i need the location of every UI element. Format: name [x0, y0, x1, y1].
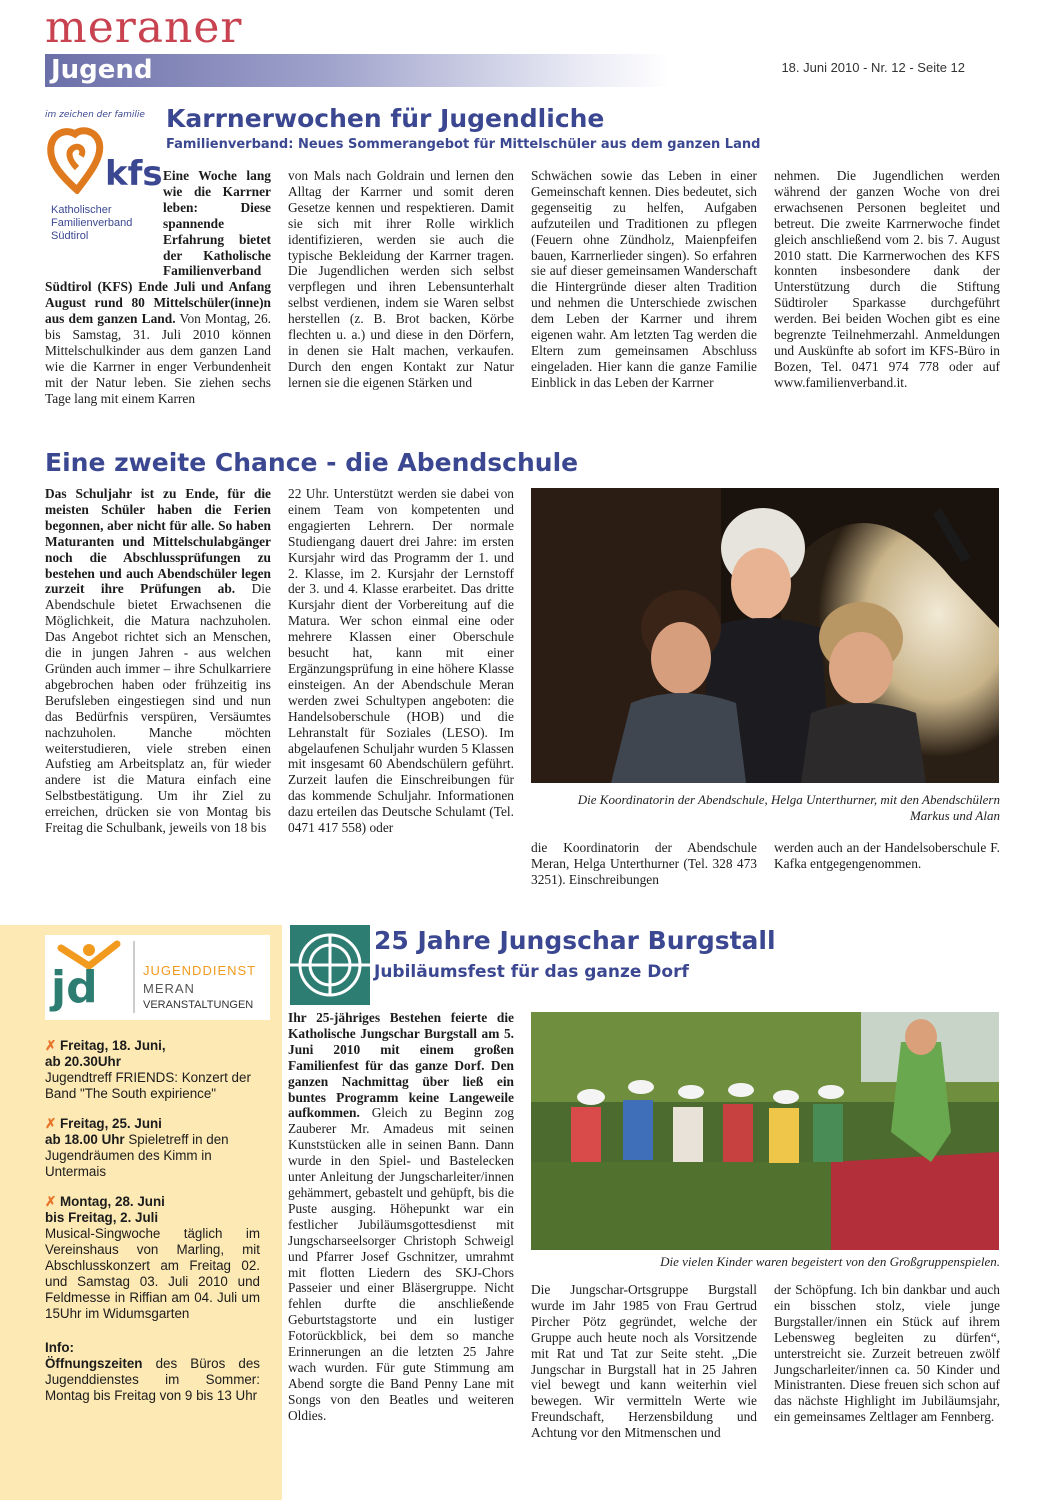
- article1-column-2: von Mals nach Goldrain und lernen den Alltag der Karrner und somit deren Gesetze kennen und respektieren. Damit sie sich mit ihrer Rolle wirklich identifizieren, werden sie auch die typische Bekleidung der Karrner tragen. Die Jugendlichen werden sich selbst verpflegen und ihren Lebensunterhalt selbst verdienen, indem sie Waren selbst herstellen (z. B. Brot backen, Körbe flechten u. a.) und diese in den Dörfern, in denen sie Halt machen, verkaufen. Durch den engen Kontakt zur Natur lernen sie die eigenen Stärken und: [288, 168, 514, 390]
- issue-line: 18. Juni 2010 - Nr. 12 - Seite 12: [781, 60, 965, 75]
- article3-subtitle: Jubiläumsfest für das ganze Dorf: [374, 962, 689, 982]
- jungschar-caption: Die vielen Kinder waren begeistert von den Großgruppenspielen.: [660, 1254, 1000, 1269]
- abendschule-photo-graphic: [531, 488, 999, 783]
- jd-line1: JUGENDDIENST: [143, 963, 257, 978]
- sidebar-info: Info: Öffnungszeiten des Büros des Jugenddienstes im Sommer: Montag bis Freitag von 9 bis 13 Uhr: [45, 1340, 260, 1403]
- article1-column-3: Schwächen sowie das Leben in einer Gemeinschaft kennen. Dies bedeutet, sich gegenseitig zu helfen, Aufgaben aufzuteilen und Traditionen zu pflegen (Feuern ohne Zündholz, Maienpfeifen bauen, Karrnerlieder singen). So erfahren sie auf dieser gemeinsamen Wanderschaft die Hintergründe dieser alten Tradition und nehmen die Unterschiede zwischen dem Leben der Karrner und ihrem eigenen wahr. Am letzten Tag werden die Eltern zum gemeinsamen Abschluss eingeladen. Hier kann die ganze Familie Einblick in das Leben der Karrner: [531, 168, 757, 390]
- article2-lead: Das Schuljahr ist zu Ende, für die meisten Schüler haben die Ferien begonnen, aber nicht für alle. So haben Maturanten und Mittelschulabgänger noch die Abschlussprüfungen zu bestehen und auch Abendschüler legen zurzeit ihre Prüfungen ab.: [45, 486, 271, 597]
- kfs-org-name: Katholischer Familienverband Südtirol: [51, 204, 133, 242]
- article2-column-3: die Koordinatorin der Abendschule Meran, Helga Unterthurner (Tel. 328 473 3251). Einschreibungen: [531, 840, 757, 887]
- article2-title: Eine zweite Chance - die Abendschule: [45, 448, 579, 477]
- jd-mark: jd: [51, 962, 98, 1013]
- section-bar: [45, 54, 670, 87]
- article3-lead: Ihr 25-jähriges Bestehen feierte die Katholische Jungschar Burgstall am 5. Juni 2010 mit einem großen Familienfest für das ganze Dorf. Den ganzen Nachmittag über ließ ein buntes Programm keine Langeweile aufkommen.: [288, 1010, 514, 1121]
- bolt-icon: ✗: [45, 1116, 60, 1131]
- sidebar-event: ✗ Freitag, 25. Juni ab 18.00 Uhr Spieletreff in den Jugendräumen des Kimm in Untermais: [45, 1116, 229, 1179]
- article2-column-1: [45, 486, 271, 891]
- article2-col1-text: Die Abendschule bietet Erwachsenen die Möglichkeit, die Matura nachzuholen. Das Angebot richtet sich an Menschen, die in jungen Jahren - aus welchen Gründen auch immer – ihre Schulkarriere abgebrochen haben oder frühzeitig ins Berufsleben eingestiegen sind und nun das Bedürfnis verspüren, Versäumtes nachzuholen. Manche möchten weiterstudieren, viele streben einen Aufstieg am Arbeitsplatz an, für wieder andere ist die Matura einfach eine Selbstbestätigung. Um ihr Ziel zu erreichen, drücken sie von Montag bis Freitag die Schulbank, jeweils von 18 bis: [45, 581, 271, 836]
- article1-col1-text: Von Montag, 26. bis Samstag, 31. Juli 2010 können Mittelschulkinder aus dem ganzen Land wie die Karrner in enger Verbundenheit mit der Natur leben. Sie ziehen sechs Tage lang mit einem Karren: [45, 311, 271, 406]
- kfs-mark: kfs: [105, 154, 163, 194]
- jd-logo: [45, 935, 270, 1020]
- abendschule-caption: Die Koordinatorin der Abendschule, Helga Unterthurner, mit den Abendschülern Markus und Alan: [577, 792, 1000, 823]
- sidebar-event: ✗ Freitag, 18. Juni, ab 20.30Uhr Jugendtreff FRIENDS: Konzert der Band "The South expirience": [45, 1038, 251, 1101]
- jd-line2: MERAN: [143, 981, 195, 996]
- section-label: Jugend: [51, 55, 153, 85]
- abendschule-photo: [531, 488, 999, 783]
- sidebar-event: ✗ Montag, 28. Juni bis Freitag, 2. Juli Musical-Singwoche täglich im Vereinshaus von Marling, mit Abschlusskonzert am Freitag 02. und Samstag 03. Juli 2010 und Feldmesse in Riffian am 04. Juli um 15Uhr im Widumsgarten: [45, 1194, 260, 1321]
- jungschar-photo: [531, 1012, 999, 1250]
- article1-title: Karrnerwochen für Jugendliche: [166, 104, 605, 133]
- article3-col1-text: Gleich zu Beginn zog Zauberer Mr. Amadeus mit seinen Kunststücken alle in seinen Bann. Dann wurde in den Spiel- und Bastelecken unter Anleitung der Jungscharleiter/innen gehämmert, gebastelt und gehüpft, bis die Puste ausging. Höhepunkt war ein festlicher Jubiläumsgottesdienst mit Jungscharseelsorger Christoph Schweigl und Pfarrer Josef Gschnitzer, umrahmt mit flotten Liedern des SKJ-Chors Passeier und einer Bläsergruppe. Nicht fehlen durfte die anschließende Geburtstagstorte und ein lustiger Fotorückblick, bei dem so manche Erinnerungen an die letzten 25 Jahre wach wurden. Für gute Stimmung am Abend sorgte die Band Penny Lane mit Songs von den Beatles und weiteren Oldies.: [288, 1105, 514, 1423]
- article3-column-2: Die Jungschar-Ortsgruppe Burgstall wurde im Jahr 1985 von Frau Gertrud Pircher Pötz gegründet, welche der Gruppe auch heute noch als Vorsitzende mit Rat und Tat zur Seite steht. „Die Jungschar in Burgstall hat in 25 Jahren viel bewegt und kann weiterhin viel bewegen. Wir vermitteln Werte wie Freundschaft, Herzensbildung und Achtung vor den Mitmenschen und: [531, 1282, 757, 1441]
- article2-column-2: 22 Uhr. Unterstützt werden sie dabei von einem Team von kompetenten und engagierten Lehrern. Der normale Studiengang dauert drei Jahre: im ersten Kursjahr wird das Programm der 1. und 2. Klasse, im 2. Kursjahr der Lernstoff der 3. und 4. Klasse erarbeitet. Das dritte Kursjahr dient der Vorbereitung auf die Matura. Wer schon einmal eine oder mehrere Klassen einer Oberschule besucht hat, kann mit einer Ergänzungsprüfung in eine höhere Klasse einsteigen. An der Abendschule Meran werden zwei Schultypen angeboten: die Handelsoberschule (HOB) und die Lehranstalt für Soziales (LESO). Im abgelaufenen Schuljahr wurden 5 Klassen mit insgesamt 60 Abendschülern geführt. Zurzeit laufen die Einschreibungen für das kommende Schuljahr. Informationen dazu erteilen das Deutsche Schulamt (Tel. 0471 417 558) oder: [288, 486, 514, 836]
- jd-line3: VERANSTALTUNGEN: [143, 999, 254, 1011]
- jd-divider: [133, 941, 135, 1013]
- bolt-icon: ✗: [45, 1038, 60, 1053]
- article3-column-3: der Schöpfung. Ich bin dankbar und auch ein bisschen stolz, viele junge Burgstaller/innen ein Stück auf ihrem Lebensweg begleiten zu dürfen“, unterstreicht sie. Zurzeit betreuen zwölf Jungscharleiter/innen ca. 50 Kinder und Ministranten. Diese freuen sich schon auf das nächste Highlight im Jubiläumsjahr, ein gemeinsames Zeltlager am Fennberg.: [774, 1282, 1000, 1425]
- article2-column-4: werden auch an der Handelsoberschule F. Kafka entgegengenommen.: [774, 840, 1000, 871]
- bolt-icon: ✗: [45, 1194, 60, 1209]
- article3-column-1: [288, 1010, 514, 1465]
- jungschar-photo-graphic: [531, 1012, 999, 1250]
- article3-title: 25 Jahre Jungschar Burgstall: [374, 926, 776, 955]
- sidebar-events: [45, 1038, 260, 1404]
- article1-lead: Eine Woche lang wie die Karrner leben: Diese spannende Erfahrung bietet der Katholische Familienverband Südtirol (KFS) Ende Juli und Anfang August rund 80 Mittelschüler(inne)n aus dem ganzen Land.: [45, 168, 271, 327]
- article1-subtitle: Familienverband: Neues Sommerangebot für Mittelschüler aus dem ganzen Land: [166, 137, 761, 152]
- jungschar-logo-icon: [290, 925, 370, 1005]
- kfs-tagline: im zeichen der familie: [45, 110, 145, 120]
- masthead-title: meraner: [45, 2, 243, 53]
- article1-column-4: nehmen. Die Jugendlichen werden während der ganzen Woche von drei erwachsenen Personen begleitet und betreut. Die zweite Karrnerwoche findet gleich anschließend vom 2. bis 7. August 2010 statt. Die Karrnerwochen des KFS konnten insbesondere dank der Unterstützung durch die Stiftung Südtiroler Sparkasse durchgeführt werden. Bei beiden Wochen gibt es eine begrenzte Teilnehmerzahl. Anmeldungen und Auskünfte ab sofort im KFS-Büro in Bozen, Tel. 0471 974 778 oder auf www.familienverband.it.: [774, 168, 1000, 390]
- article1-column-1: [45, 168, 271, 426]
